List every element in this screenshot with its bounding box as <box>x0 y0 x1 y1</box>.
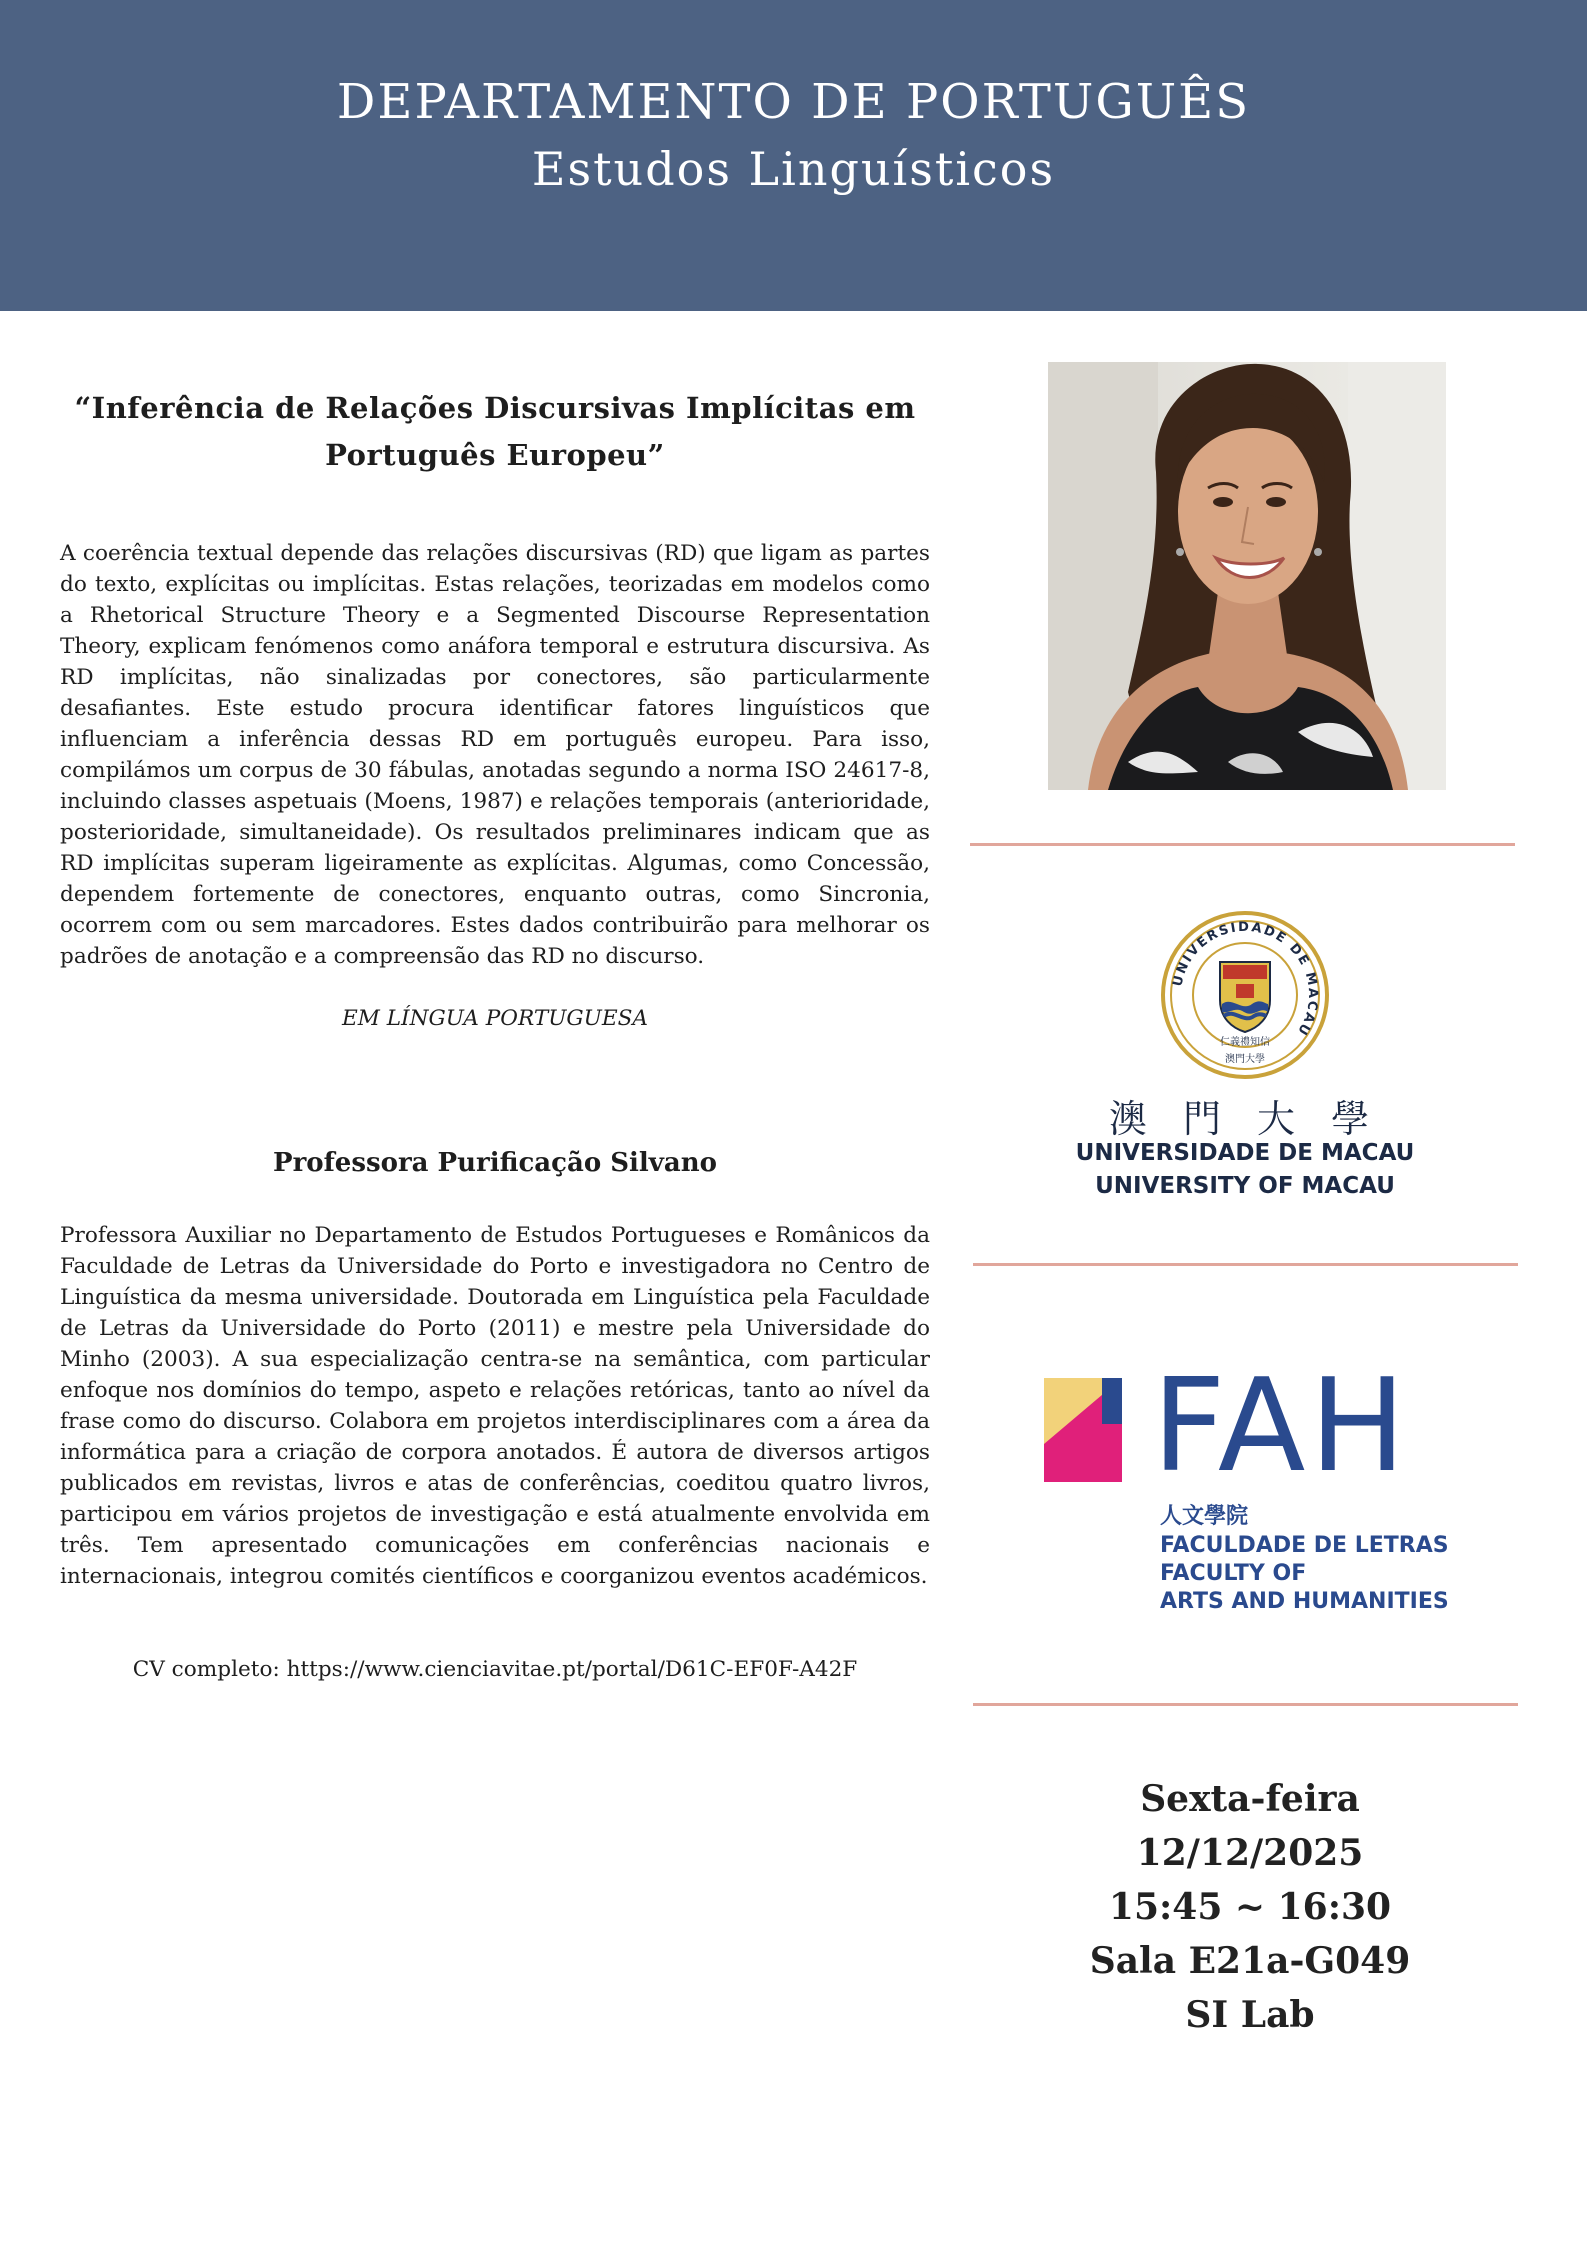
event-lab: SI Lab <box>1185 1994 1315 2036</box>
divider-bottom <box>973 1703 1518 1706</box>
fah-line-3: ARTS AND HUMANITIES <box>1160 1589 1449 1614</box>
um-name-pt: UNIVERSIDADE DE MACAU <box>1075 1140 1415 1166</box>
speaker-name: Professora Purificação Silvano <box>273 1148 717 1178</box>
department-title: DEPARTAMENTO DE PORTUGUÊS <box>336 74 1251 130</box>
talk-abstract: A coerência textual depende das relações discursivas (RD) que ligam as partes do texto, explícitas ou implícitas. Estas relações, teorizadas em modelos como a Rhetorical Structure Theory e a Segmented Discourse Representation Theory, explicam fenómenos como anáfora temporal e estrutura discursiva. As RD implícitas, não sinalizadas por conectores, são particularmente desafiantes. Este estudo procura identificar fatores linguísticos que influenciam a inferência dessas RD em português europeu. Para isso, compilámos um corpus de 30 fábulas, anotadas segundo a norma ISO 24617-8, incluindo classes aspetuais (Moens, 1987) e relações temporais (anterioridade, posterioridade, simultaneidade). Os resultados preliminares indicam que as RD implícitas superam ligeiramente as explícitas. Algumas, como Concessão, dependem fortemente de conectores, enquanto outras, como Sincronia, ocorrem com ou sem marcadores. Estes dados contribuirão para melhorar os padrões de anotação e a compreensão das RD no discurso. <box>60 541 930 969</box>
talk-title-line-1: “Inferência de Relações Discursivas Implícitas em <box>74 391 916 425</box>
header-banner <box>0 0 1587 311</box>
divider-middle <box>973 1263 1518 1266</box>
um-seal-ring-text: UNIVERSIDADE DE MACAU <box>1170 919 1321 1039</box>
talk-title <box>60 385 930 479</box>
event-room: Sala E21a-G049 <box>1089 1940 1411 1982</box>
event-day: Sexta-feira <box>1140 1778 1360 1820</box>
speaker-bio: Professora Auxiliar no Departamento de Estudos Portugueses e Românicos da Faculdade de Letras da Universidade do Porto e investigadora no Centro de Linguística da mesma universidade. Doutorada em Linguística pela Faculdade de Letras da Universidade do Porto (2011) e mestre pela Universidade do Minho (2003). A sua especialização centra-se na semântica, com particular enfoque nos domínios do tempo, aspeto e relações retóricas, tanto ao nível da frase como do discurso. Colabora em projetos interdisciplinares com a área da informática para a criação de corpora anotados. É autora de diversos artigos publicados em revistas, livros e atas de conferências, coeditou quatro livros, participou em vários projetos de investigação e está atualmente envolvida em três. Tem apresentado comunicações em conferências nacionais e internacionais, integrou comités científicos e coorganizou eventos académicos. <box>60 1223 930 1589</box>
university-of-macau-logo <box>1030 900 1460 1220</box>
speaker-cv-link[interactable]: CV completo: https://www.cienciavitae.pt/portal/D61C-EF0F-A42F <box>132 1657 858 1682</box>
event-time: 15:45 ~ 16:30 <box>1108 1886 1392 1928</box>
fah-chinese: 人文學院 <box>1160 1504 1249 1529</box>
divider-top <box>970 843 1515 846</box>
um-seal-bottom: 澳門大學 <box>1225 1054 1265 1065</box>
talk-title-line-2: Português Europeu” <box>325 438 665 472</box>
um-name-en: UNIVERSITY OF MACAU <box>1095 1173 1395 1199</box>
um-seal-icon <box>1030 900 1460 1090</box>
department-subtitle: Estudos Linguísticos <box>531 142 1056 196</box>
fah-line-2: FACULTY OF <box>1160 1561 1307 1586</box>
speaker-photo <box>1048 362 1446 790</box>
talk-language-note: EM LÍNGUA PORTUGUESA <box>341 1006 649 1031</box>
speaker-portrait-illustration <box>1048 362 1446 790</box>
fah-line-1: FACULDADE DE LETRAS <box>1160 1533 1449 1558</box>
event-date: 12/12/2025 <box>1136 1832 1364 1874</box>
um-chinese-name: 澳 門 大 學 <box>1108 1097 1382 1141</box>
fah-letters: FAH <box>1152 1352 1410 1501</box>
um-seal-motto: 仁義禮知信 <box>1220 1037 1270 1048</box>
